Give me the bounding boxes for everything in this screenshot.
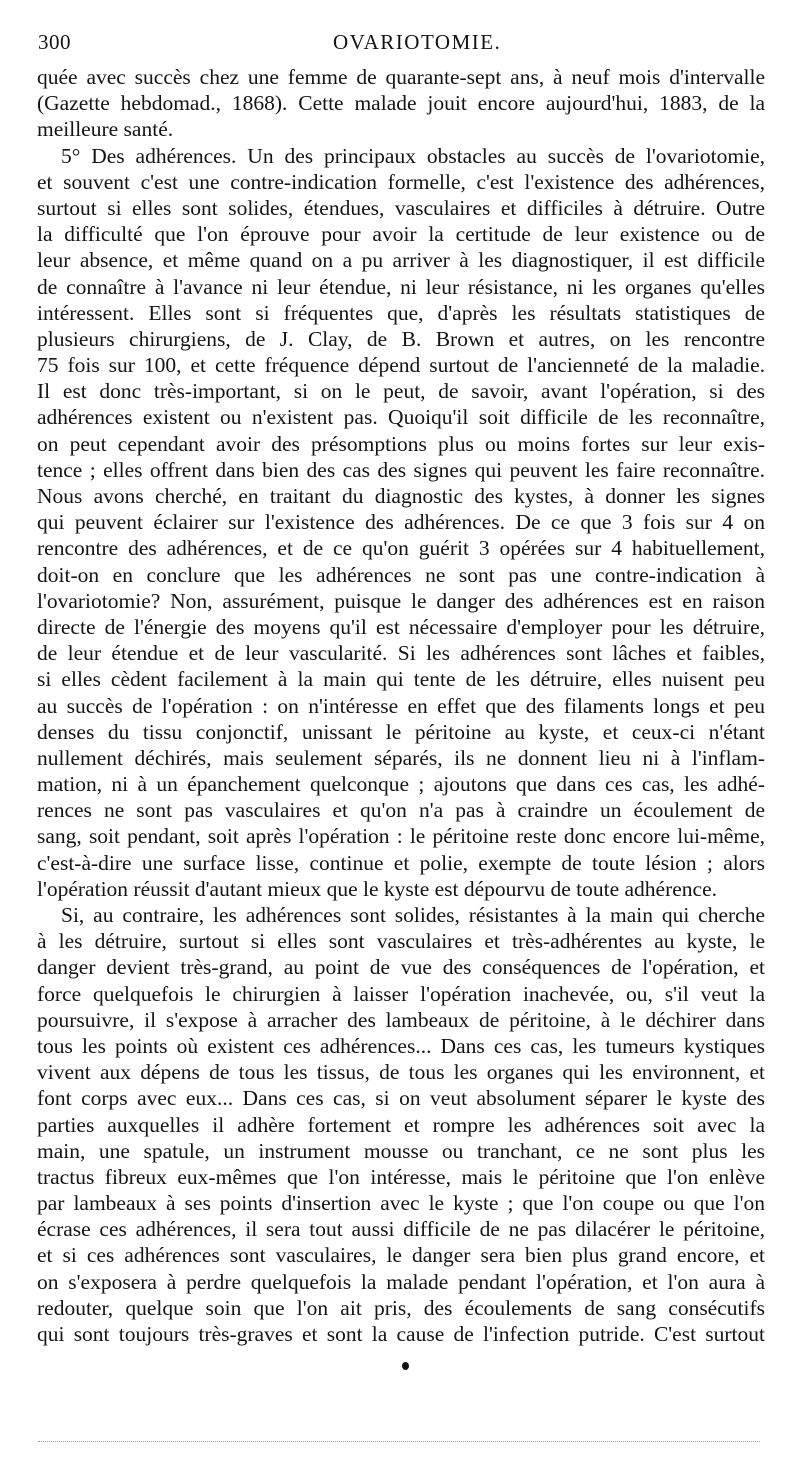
text-line: écrase ces adhérences, il sera tout aussi difficile de ne pas dilacérer le péritoine, — [37, 1217, 765, 1242]
text-line: qui sont toujours très-graves et sont la cause de l'infection putride. C'est surtout — [37, 1322, 765, 1346]
text-line: au succès de l'opération : on n'intéresse en effet que des filaments longs et peu — [37, 693, 765, 718]
text-line: meilleure santé. — [37, 117, 174, 142]
text-line: Nous avons cherché, en traitant du diagnostic des kystes, à donner les signes — [37, 484, 765, 508]
text-line: quée avec succès chez une femme de quarante-sept ans, à neuf mois d'intervalle — [37, 65, 765, 89]
text-line: qui peuvent éclairer sur l'existence des adhérences. De ce que 3 fois sur 4 on — [37, 510, 765, 535]
section-heading-line: 5° Des adhérences. Un des principaux obstacles au succès de l'ovariotomie, — [61, 143, 765, 168]
text-line: doit-on en conclure que les adhérences ne sont pas une contre-indication à — [37, 562, 765, 587]
text-line: directe de l'énergie des moyens qu'il est nécessaire d'employer pour les détruire, — [37, 614, 765, 639]
text-line: on s'exposera à perdre quelquefois la malade pendant l'opération, et l'on aura à — [37, 1269, 765, 1294]
text-line: on peut cependant avoir des présomptions plus ou moins fortes sur leur exis- — [37, 431, 765, 456]
running-title: OVARIOTOMIE. — [333, 30, 502, 54]
text-line: poursuivre, il s'expose à arracher des lambeaux de péritoine, à le déchirer dans — [37, 1007, 765, 1032]
text-line: denses du tissu conjonctif, unissant le péritoine au kyste, et ceux-ci n'étant — [37, 719, 765, 744]
text-line: de connaître à l'avance ni leur étendue, ni leur résistance, ni les organes qu'elles — [37, 274, 765, 299]
text-line: la difficulté que l'on éprouve pour avoir la certitude de leur existence ou de — [37, 222, 765, 247]
text-line: surtout si elles sont solides, étendues, vasculaires et difficiles à détruire. Outre — [37, 195, 765, 220]
text-line: force quelquefois le chirurgien à laisser l'opération inachevée, ou, s'il veut la — [37, 981, 765, 1006]
text-line: sang, soit pendant, soit après l'opération : le péritoine reste donc encore lui-même, — [37, 824, 765, 849]
text-line: l'opération réussit d'autant mieux que le kyste est dépourvu de toute adhérence. — [37, 876, 718, 901]
text-line: c'est-à-dire une surface lisse, continue et polie, exempte de toute lésion ; alors — [37, 850, 765, 875]
text-line: nullement déchirés, mais seulement séparés, ils ne donnent lieu ni à l'inflam- — [37, 745, 765, 770]
text-line: 75 fois sur 100, et cette fréquence dépend surtout de l'ancienneté de la maladie. — [37, 353, 765, 378]
text-line: et si ces adhérences sont vasculaires, le danger sera bien plus grand encore, et — [37, 1243, 765, 1268]
text-line: leur absence, et même quand on a pu arriver à les diagnostiquer, il est difficile — [37, 248, 765, 273]
text-line: intéressent. Elles sont si fréquentes que, d'après les résultats statistiques de — [37, 300, 765, 325]
text-line: vivent aux dépens de tous les tissus, de tous les organes qui les environnent, et — [37, 1060, 765, 1085]
text-line: rencontre des adhérences, et de ce qu'on guérit 3 opérées sur 4 habituellement, — [37, 536, 765, 561]
text-line: adhérences existent ou n'existent pas. Quoiqu'il soit difficile de les reconnaître, — [37, 405, 765, 430]
text-line: de leur étendue et de leur vascularité. Si les adhérences sont lâches et faibles, — [37, 641, 765, 666]
text-line: tence ; elles offrent dans bien des cas des signes qui peuvent les faire reconnaître. — [37, 457, 765, 482]
text-line: si elles cèdent facilement à la main qui tente de les détruire, elles nuisent peu — [37, 667, 765, 692]
text-line: rences ne sont pas vasculaires et qu'on n'a pas à craindre un écoulement de — [37, 798, 765, 823]
bottom-dotted-rule — [38, 1441, 760, 1442]
page-number: 300 — [38, 30, 71, 54]
text-line: font corps avec eux... Dans ces cas, si on veut absolument séparer le kyste des — [37, 1086, 765, 1111]
footer-mark — [402, 1362, 409, 1370]
text-line: redouter, quelque soin que l'on ait pris, des écoulements de sang consécutifs — [37, 1295, 765, 1320]
text-line: plusieurs chirurgiens, de J. Clay, de B. Brown et autres, on les rencontre — [37, 326, 765, 351]
text-line: (Gazette hebdomad., 1868). Cette malade jouit encore aujourd'hui, 1883, de la — [37, 91, 765, 116]
text-line: par lambeaux à ses points d'insertion avec le kyste ; que l'on coupe ou que l'on — [37, 1191, 765, 1216]
text-line: tous les points où existent ces adhérences... Dans ces cas, les tumeurs kystiques — [37, 1033, 765, 1058]
text-line: tractus fibreux eux-mêmes que l'on intéresse, mais le péritoine que l'on enlève — [37, 1164, 765, 1189]
text-line: danger devient très-grand, au point de vue des conséquences de l'opération, et — [37, 955, 765, 980]
running-head — [38, 30, 766, 60]
body-text — [37, 64, 765, 1347]
text-line: et souvent c'est une contre-indication formelle, c'est l'existence des adhérences, — [37, 169, 765, 194]
paragraph-start-line: Si, au contraire, les adhérences sont solides, résistantes à la main qui cherche — [61, 903, 765, 927]
text-line: à les détruire, surtout si elles sont vasculaires et très-adhérentes au kyste, le — [37, 929, 765, 954]
text-line: Il est donc très-important, si on le peut, de savoir, avant l'opération, si des — [37, 379, 765, 404]
text-line: parties auxquelles il adhère fortement et rompre les adhérences soit avec la — [37, 1112, 765, 1137]
text-line: l'ovariotomie? Non, assurément, puisque le danger des adhérences est en raison — [37, 588, 765, 613]
text-line: main, une spatule, un instrument mousse ou tranchant, ce ne sont plus les — [37, 1138, 765, 1163]
text-line: mation, ni à un épanchement quelconque ; ajoutons que dans ces cas, les adhé- — [37, 772, 765, 797]
